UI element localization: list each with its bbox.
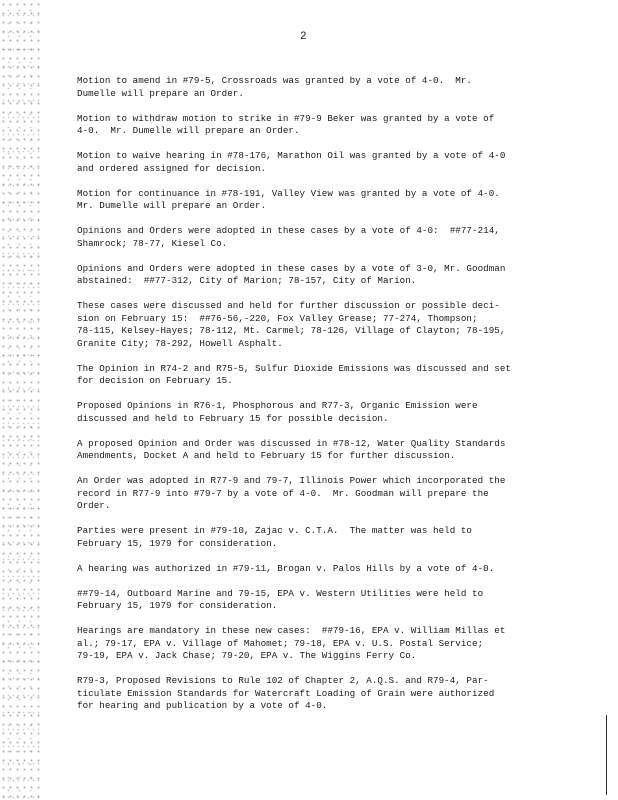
text-line: 78-115, Kelsey-Hayes; 78-112, Mt. Carmel; 78-126, Village of Clayton; 78-195,	[77, 325, 506, 336]
text-line: February 15, 1979 for consideration.	[77, 537, 278, 549]
paragraph	[77, 675, 547, 713]
text-line: sion on February 15: ##76-56,-220, Fox Valley Grease; 77-274, Thompson;	[77, 312, 478, 324]
text-line: Mr. Dumelle will prepare an Order.	[77, 200, 267, 211]
scan-edge-line	[606, 715, 607, 795]
paragraph	[77, 363, 547, 388]
paragraph	[77, 525, 547, 550]
text-line: for hearing and publication by a vote of 4-0.	[77, 700, 328, 711]
paragraph	[77, 438, 547, 463]
text-line: Opinions and Orders were adopted in these cases by a vote of 4-0: ##77-214,	[77, 225, 500, 236]
text-line: Dumelle will prepare an Order.	[77, 87, 244, 99]
text-line: Motion to withdraw motion to strike in #79-9 Beker was granted by a vote of	[77, 112, 495, 124]
paragraph	[77, 475, 547, 513]
text-line: Motion to waive hearing in #78-176, Marathon Oil was granted by a vote of 4-0	[77, 150, 506, 161]
paragraph	[77, 75, 547, 100]
text-line: Parties were present in #79-10, Zajac v. C.T.A. The matter was held to	[77, 525, 473, 536]
text-line: The Opinion in R74-2 and R75-5, Sulfur Dioxide Emissions was discussed and set	[77, 362, 511, 374]
paragraph	[77, 188, 547, 213]
text-line: abstained: ##77-312, City of Marion; 78-157, City of Marion.	[77, 275, 417, 286]
text-line: These cases were discussed and held for further discussion or possible deci-	[77, 300, 500, 311]
text-line: Motion to amend in #79-5, Crossroads was granted by a vote of 4-0. Mr.	[77, 75, 473, 86]
text-line: Motion for continuance in #78-191, Valley View was granted by a vote of 4-0.	[77, 187, 500, 199]
paragraph	[77, 300, 547, 350]
text-line: ##79-14, Outboard Marine and 79-15, EPA v. Western Utilities were held to	[77, 587, 484, 599]
text-line: R79-3, Proposed Revisions to Rule 102 of Chapter 2, A.Q.S. and R79-4, Par-	[77, 675, 489, 686]
text-line: Proposed Opinions in R76-1, Phosphorous and R77-3, Organic Emission were	[77, 400, 478, 411]
text-line: A proposed Opinion and Order was discussed in #78-12, Water Quality Standards	[77, 437, 506, 449]
paragraph	[77, 563, 547, 576]
paragraph	[77, 113, 547, 138]
minutes-body	[77, 75, 547, 725]
page-number: 2	[300, 31, 307, 43]
text-line: Granite City; 78-292, Howell Asphalt.	[77, 337, 283, 349]
text-line: 4-0. Mr. Dumelle will prepare an Order.	[77, 125, 300, 136]
text-line: ticulate Emission Standards for Watercraft Loading of Grain were authorized	[77, 687, 495, 699]
text-line: 79-19, EPA v. Jack Chase; 79-20, EPA v. The Wiggins Ferry Co.	[77, 650, 417, 661]
text-line: February 15, 1979 for consideration.	[77, 600, 278, 611]
paragraph	[77, 225, 547, 250]
text-line: al.; 79-17, EPA v. Village of Mahomet; 79-18, EPA v. U.S. Postal Service;	[77, 637, 484, 649]
text-line: and ordered assigned for decision.	[77, 162, 267, 174]
paragraph	[77, 625, 547, 663]
text-line: Opinions and Orders were adopted in these cases by a vote of 3-0, Mr. Goodman	[77, 262, 506, 274]
paragraph	[77, 400, 547, 425]
text-line: An Order was adopted in R77-9 and 79-7, Illinois Power which incorporated the	[77, 475, 506, 486]
text-line: discussed and held to February 15 for possible decision.	[77, 412, 389, 424]
text-line: Amendments, Docket A and held to February 15 for further discussion.	[77, 450, 456, 461]
scan-noise-margin	[0, 0, 40, 800]
text-line: record in R77-9 into #79-7 by a vote of 4-0. Mr. Goodman will prepare the	[77, 487, 489, 499]
text-line: Hearings are mandatory in these new cases: ##79-16, EPA v. William Millas et	[77, 625, 506, 636]
text-line: Shamrock; 78-77, Kiesel Co.	[77, 237, 228, 249]
paragraph	[77, 150, 547, 175]
text-line: Order.	[77, 500, 111, 511]
text-line: A hearing was authorized in #79-11, Brogan v. Palos Hills by a vote of 4-0.	[77, 562, 495, 574]
paragraph	[77, 263, 547, 288]
text-line: for decision on February 15.	[77, 375, 233, 386]
paragraph	[77, 588, 547, 613]
